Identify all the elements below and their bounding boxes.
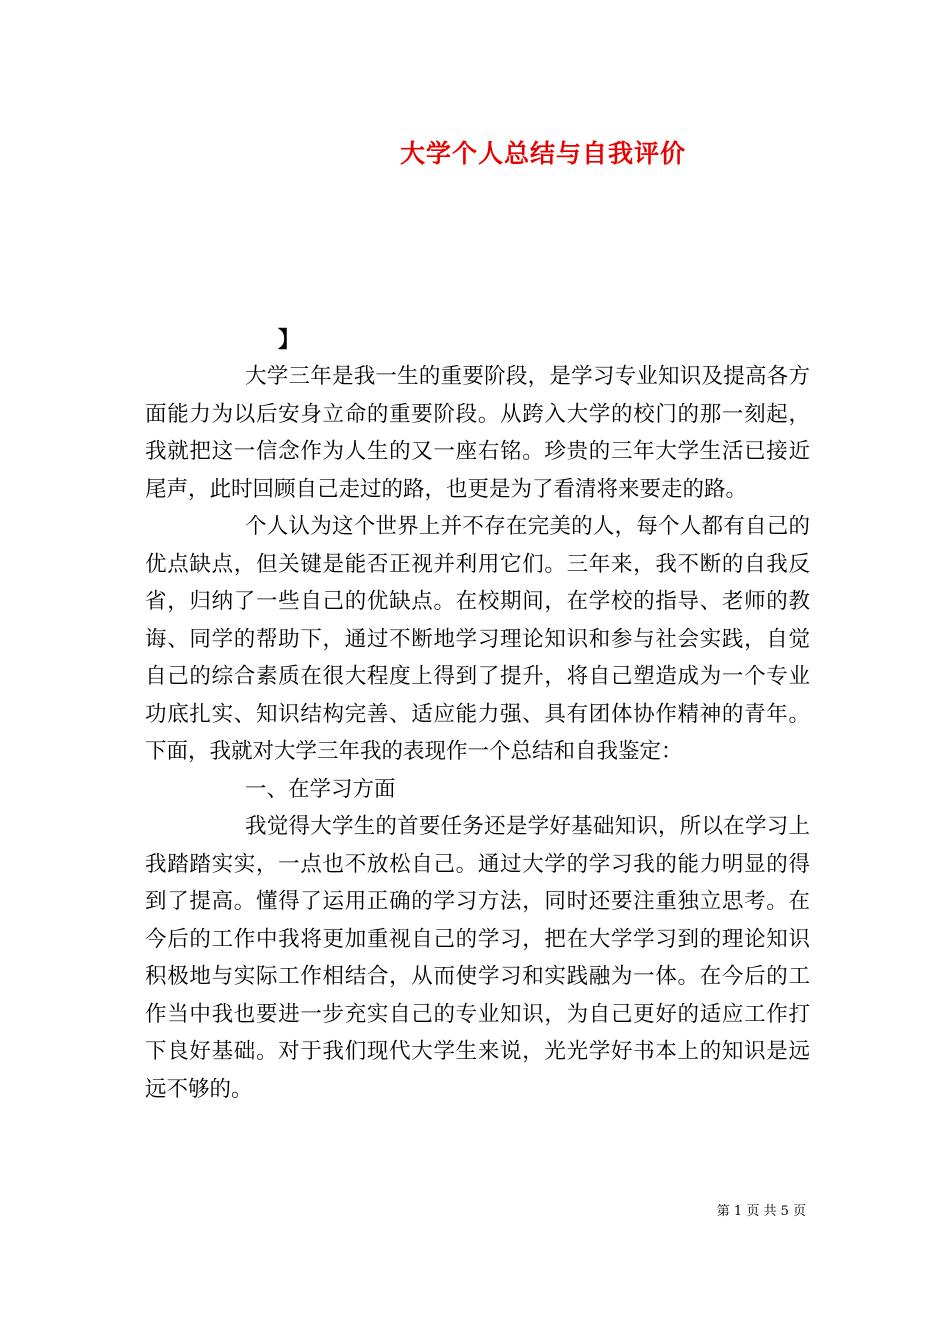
document-title: 大学个人总结与自我评价 [399,139,686,168]
paragraph-study: 我觉得大学生的首要任务还是学好基础知识，所以在学习上我踏踏实实，一点也不放松自己。通过大学的学习我的能力明显的得到了提高。懂得了运用正确的学习方法，同时还要注重独立思考。在今后的工作中我将更加重视自己的学习，把在大学学习到的理论知识积极地与实际工作相结合，从而使学习和实践融为一体。在今后的工作当中我也要进一步充实自己的专业知识，为自己更好的适应工作打下良好基础。对于我们现代大学生来说，光光学好书本上的知识是远远不够的。 [145,814,810,1102]
page-number-footer: 第 1 页 共 5 页 [716,1204,806,1219]
stray-bracket: 】 [278,327,301,353]
document-body [145,358,810,1108]
paragraph-self-assessment: 个人认为这个世界上并不存在完美的人，每个人都有自己的优点缺点，但关键是能否正视并利用它们。三年来，我不断的自我反省，归纳了一些自己的优缺点。在校期间，在学校的指导、老师的教诲、同学的帮助下，通过不断地学习理论知识和参与社会实践，自觉自己的综合素质在很大程度上得到了提升，将自己塑造成为一个专业功底扎实、知识结构完善、适应能力强、具有团体协作精神的青年。下面，我就对大学三年我的表现作一个总结和自我鉴定： [145,514,810,764]
section-heading-study: 一、在学习方面 [245,776,396,802]
paragraph-intro: 大学三年是我一生的重要阶段，是学习专业知识及提高各方面能力为以后安身立命的重要阶段。从跨入大学的校门的那一刻起，我就把这一信念作为人生的又一座右铭。珍贵的三年大学生活已接近尾声，此时回顾自己走过的路，也更是为了看清将来要走的路。 [145,364,810,502]
